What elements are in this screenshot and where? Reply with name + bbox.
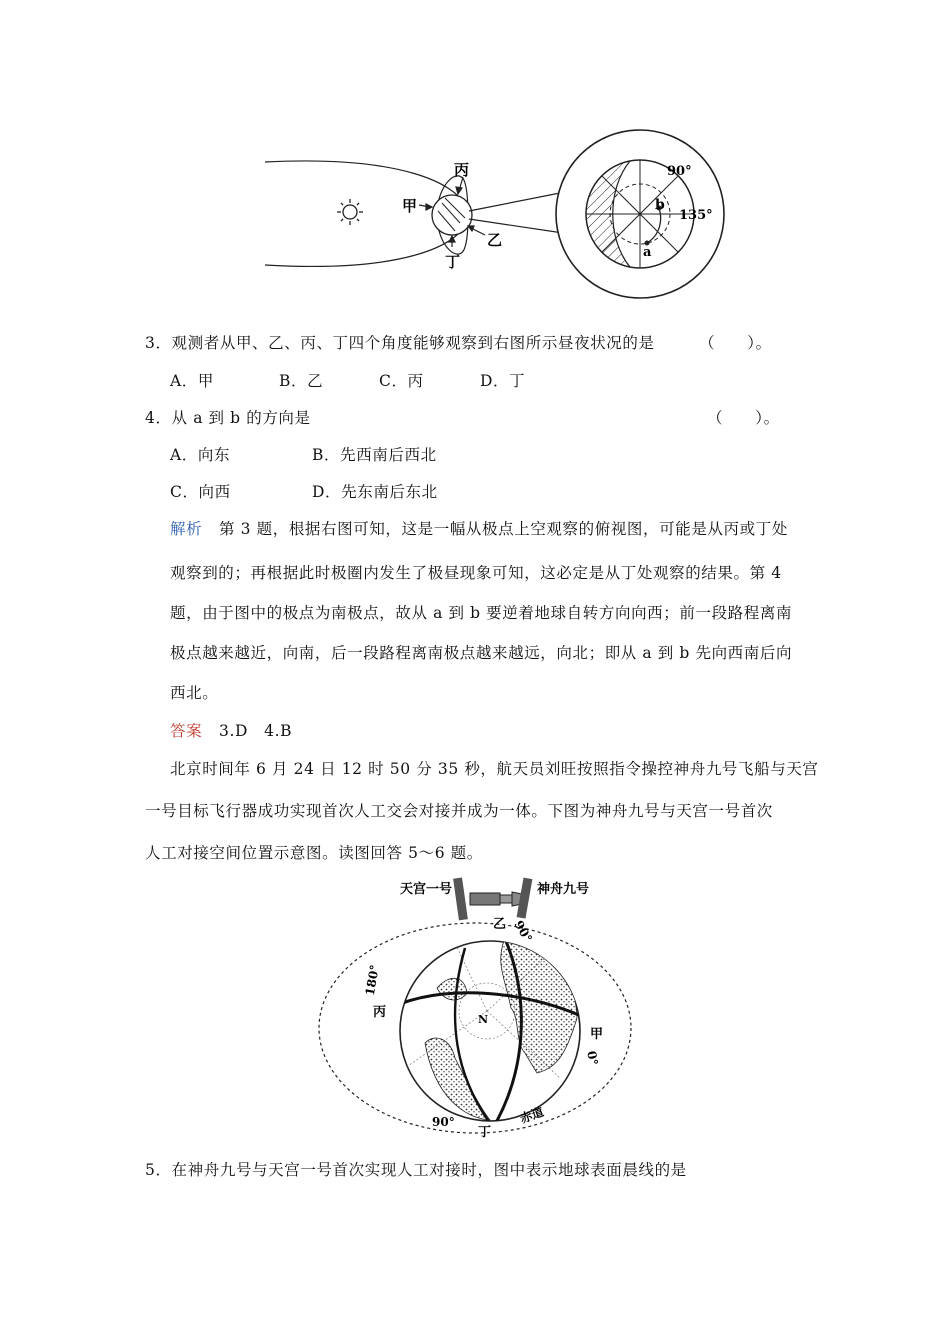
analysis-line: 极点越来越近，向南，后一段路程离南极点越来越远，向北；即从 a 到 b 先向西南后向 bbox=[170, 644, 793, 662]
q4-stem: 4．从 a 到 b 的方向是 bbox=[145, 409, 311, 427]
label-135: 135° bbox=[679, 208, 713, 223]
answer-text: 3.D 4.B bbox=[219, 722, 293, 740]
label-0: 0° bbox=[584, 1049, 601, 1067]
small-earth bbox=[432, 195, 472, 235]
label-90-top: 90° bbox=[511, 918, 535, 945]
label-N: N bbox=[478, 1013, 489, 1026]
passage-line: 人工对接空间位置示意图。读图回答 5～6 题。 bbox=[145, 844, 483, 862]
label-yi: 乙 bbox=[493, 917, 507, 932]
q4-option-c: C．向西 bbox=[170, 483, 231, 501]
label-ding: 丁 bbox=[445, 253, 461, 271]
figure-docking bbox=[315, 868, 635, 1138]
q4-option-a: A．向东 bbox=[170, 446, 231, 464]
passage-line: 北京时间年 6 月 24 日 12 时 50 分 35 秒，航天员刘旺按照指令操控神舟九号飞船与天宫 bbox=[170, 760, 819, 778]
label-a: a bbox=[643, 245, 652, 260]
q3-option-a: A．甲 bbox=[170, 372, 214, 390]
q3-stem: 3．观测者从甲、乙、丙、丁四个角度能够观察到右图所示昼夜状况的是 bbox=[145, 334, 655, 352]
answer-label: 答案 bbox=[170, 722, 203, 740]
q3-option-b: B．乙 bbox=[279, 372, 324, 390]
label-jia: 甲 bbox=[590, 1027, 604, 1042]
label-bing: 丙 bbox=[454, 161, 470, 179]
label-90-bottom: 90° bbox=[432, 1115, 455, 1129]
sun-icon bbox=[337, 199, 363, 225]
label-equator: 赤道 bbox=[518, 1104, 546, 1126]
label-shenzhou: 神舟九号 bbox=[537, 882, 590, 897]
q4-option-b: B．先西南后西北 bbox=[312, 446, 437, 464]
label-b: b bbox=[655, 197, 665, 213]
label-180: 180° bbox=[362, 963, 382, 997]
q5-stem: 5．在神舟九号与天宫一号首次实现人工对接时，图中表示地球表面晨线的是 bbox=[145, 1161, 687, 1179]
q4-option-d: D．先东南后东北 bbox=[312, 483, 438, 501]
analysis-line: 西北。 bbox=[170, 684, 219, 702]
figure-earth-orbit bbox=[255, 125, 725, 325]
label-90: 90° bbox=[667, 164, 692, 179]
q4-bracket: （ ）。 bbox=[707, 409, 780, 427]
q3-option-d: D．丁 bbox=[480, 372, 526, 390]
label-bing: 丙 bbox=[373, 1005, 387, 1020]
q3-bracket: （ ）。 bbox=[699, 334, 772, 352]
analysis-line: 第 3 题，根据右图可知，这是一幅从极点上空观察的俯视图，可能是从丙或丁处 bbox=[219, 520, 788, 538]
passage-line: 一号目标飞行器成功实现首次人工交会对接并成为一体。下图为神舟九号与天宫一号首次 bbox=[145, 802, 773, 820]
spacecraft-icon bbox=[453, 878, 532, 921]
q3-option-c: C．丙 bbox=[379, 372, 424, 390]
analysis-line: 题，由于图中的极点为南极点，故从 a 到 b 要逆着地球自转方向向西；前一段路程离南 bbox=[170, 604, 793, 622]
label-tiangong: 天宫一号 bbox=[400, 882, 453, 897]
analysis-label: 解析 bbox=[170, 520, 203, 538]
analysis-line: 观察到的；再根据此时极圈内发生了极昼现象可知，这必定是从丁处观察的结果。第 4 bbox=[170, 564, 782, 582]
label-ding: 丁 bbox=[478, 1125, 492, 1138]
label-yi: 乙 bbox=[487, 231, 503, 249]
label-jia: 甲 bbox=[402, 197, 418, 215]
